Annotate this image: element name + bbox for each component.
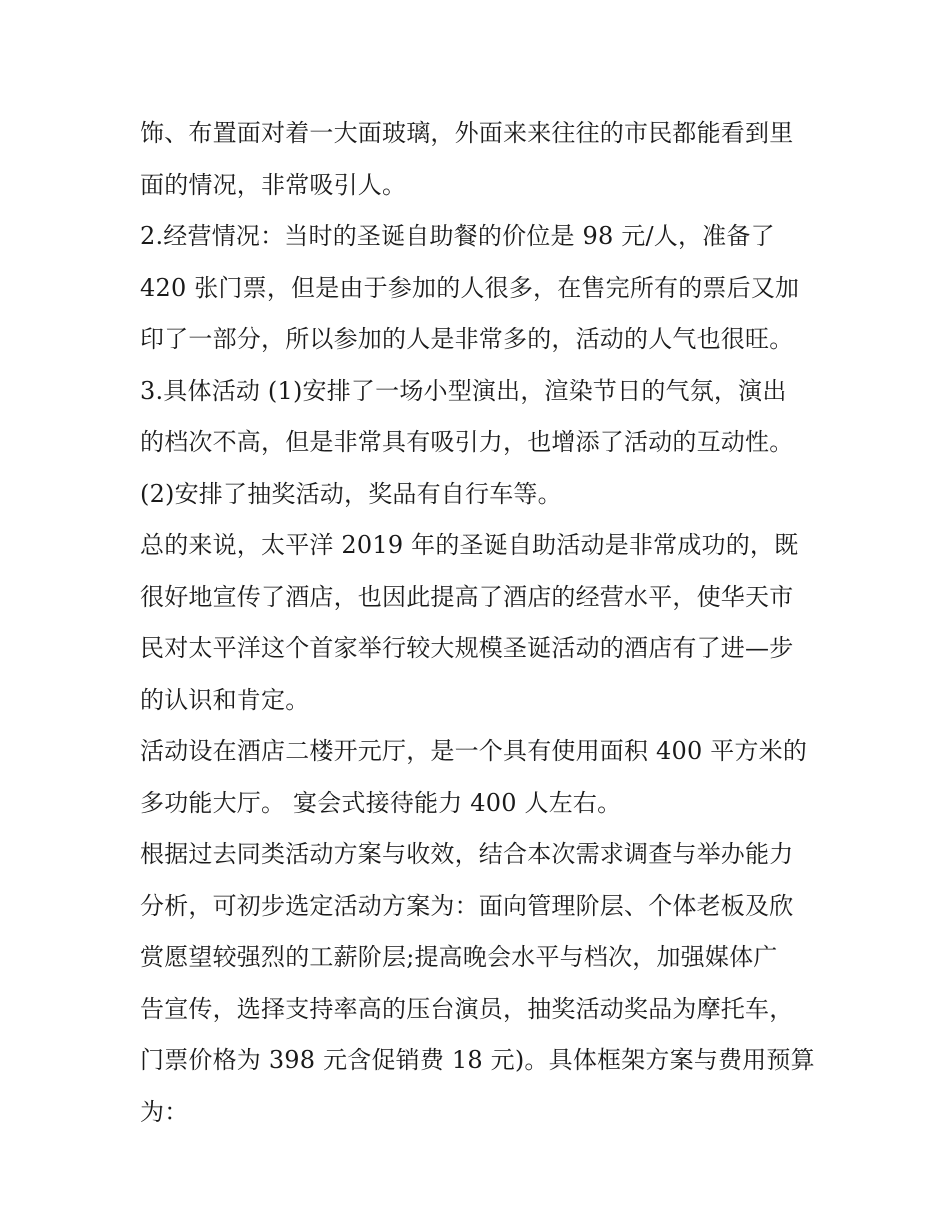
text-line: 饰、布置面对着一大面玻璃，外面来来往往的市民都能看到里 — [140, 119, 794, 147]
text-line: 赏愿望较强烈的工薪阶层;提高晚会水平与档次，加强媒体广 — [140, 943, 778, 971]
text-line: 多功能大厅。 宴会式接待能力 400 人左右。 — [140, 788, 622, 817]
document-body — [140, 108, 830, 1138]
text-line: 民对太平洋这个首家举行较大规模圣诞活动的酒店有了进—步 — [140, 634, 794, 662]
text-line: 的档次不高，但是非常具有吸引力，也增添了活动的互动性。 — [140, 428, 794, 456]
text-line: 根据过去同类活动方案与收效，结合本次需求调查与举办能力 — [140, 840, 794, 868]
text-line: 为： — [140, 1097, 189, 1126]
text-line: 分析，可初步选定活动方案为：面向管理阶层、个体老板及欣 — [140, 891, 794, 920]
text-line: 告宣传，选择支持率高的压台演员，抽奖活动奖品为摩托车， — [140, 994, 794, 1023]
text-line: 2.经营情况：当时的圣诞自助餐的价位是 98 元/人，准备了 — [140, 222, 775, 250]
text-line: 的认识和肯定。 — [140, 685, 310, 714]
text-line: 活动设在酒店二楼开元厅，是一个具有使用面积 400 平方米的 — [140, 737, 808, 765]
text-line: 门票价格为 398 元含促销费 18 元)。具体框架方案与费用预算 — [140, 1046, 815, 1074]
text-line: 印了一部分，所以参加的人是非常多的，活动的人气也很旺。 — [140, 325, 794, 353]
text-line: 3.具体活动 (1)安排了一场小型演出，渲染节日的气氛，演出 — [140, 376, 787, 405]
text-line: (2)安排了抽奖活动，奖品有自行车等。 — [140, 479, 562, 508]
text-line: 总的来说，太平洋 2019 年的圣诞自助活动是非常成功的，既 — [140, 531, 799, 559]
text-line: 很好地宣传了酒店，也因此提高了酒店的经营水平，使华天市 — [140, 582, 794, 611]
text-line: 面的情况，非常吸引人。 — [140, 170, 407, 199]
text-line: 420 张门票，但是由于参加的人很多，在售完所有的票后又加 — [140, 273, 800, 302]
